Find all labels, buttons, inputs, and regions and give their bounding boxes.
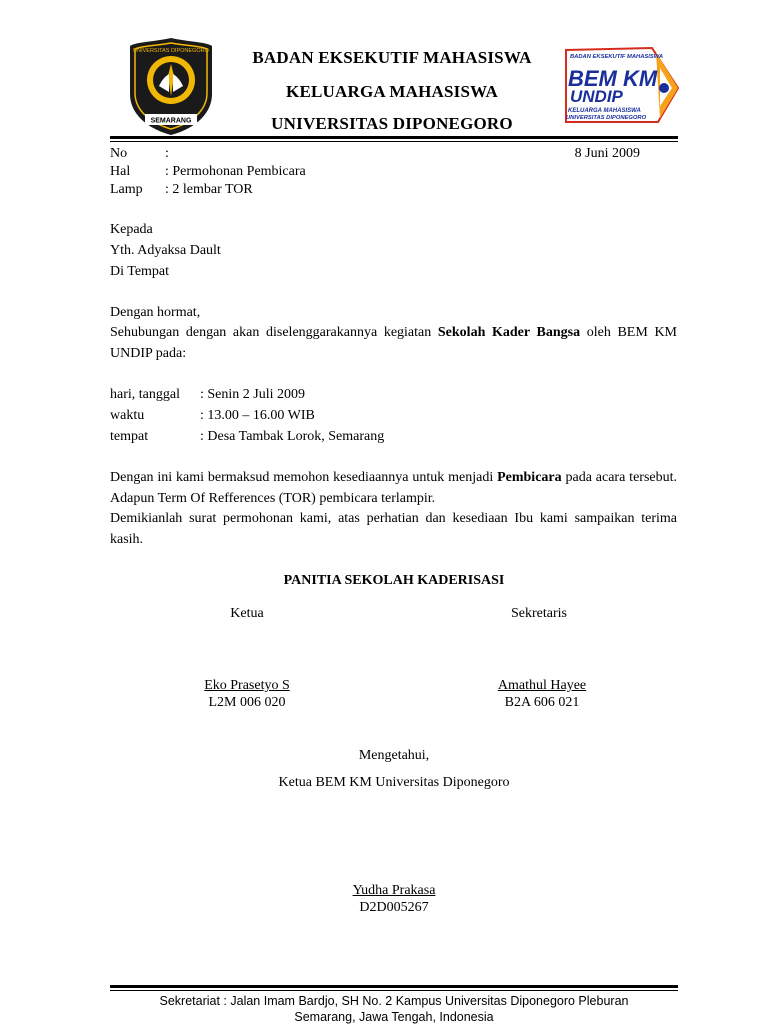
event-row [110, 427, 384, 447]
paragraph-3: Demikianlah surat permohonan kami, atas perhatian dan kesediaan Ibu kami sampaikan terima kasih. [110, 511, 677, 547]
ketua-id: L2M 006 020 [208, 695, 286, 710]
sekretaris-id: B2A 606 021 [504, 695, 580, 710]
event-row [110, 406, 315, 426]
lamp-value: : 2 lembar TOR [165, 182, 253, 197]
letter-date: 8 Juni 2009 [574, 146, 640, 161]
event-label: hari, tanggal [110, 387, 180, 402]
sekretaris-name: Amathul Hayee [497, 678, 587, 693]
paragraph-1 [110, 323, 677, 364]
chair-name: Yudha Prakasa [352, 883, 436, 898]
p2-pre: Dengan ini kami bermaksud memohon kesediaannya untuk menjadi [110, 470, 498, 485]
chair-id: D2D005267 [359, 900, 429, 915]
footer-line-1: Sekretariat : Jalan Imam Bardjo, SH No. 2 Kampus Universitas Diponegoro Pleburan [159, 994, 629, 1008]
hal-value: : Permohonan Pembicara [165, 164, 306, 179]
p2-bold: Pembicara [497, 470, 562, 485]
no-value: : [165, 146, 169, 161]
ketua-name: Eko Prasetyo S [204, 678, 290, 693]
bem-main-2: UNDIP [570, 87, 623, 106]
bem-sub-2: UNIVERSITAS DIPONEGORO [566, 115, 647, 121]
bem-sub-1: KELUARGA MAHASISWA [568, 108, 641, 114]
logo-top-text: UNIVERSITAS DIPONEGORO [133, 48, 209, 54]
meta-lamp [110, 180, 253, 200]
header-line-3: UNIVERSITAS DIPONEGORO [271, 114, 513, 133]
footer-rule-thick [110, 985, 678, 988]
footer-rule-thin [110, 990, 678, 991]
recipient-line-3: Di Tempat [110, 264, 170, 279]
logo-bottom-text: SEMARANG [150, 117, 192, 125]
committee-title: PANITIA SEKOLAH KADERISASI [283, 573, 505, 588]
event-label: waktu [110, 408, 145, 423]
meta-hal [110, 162, 306, 182]
sekretaris-title: Sekretaris [511, 606, 567, 621]
bem-top-text: BADAN EKSEKUTIF MAHASISWA [570, 54, 664, 60]
no-label: No [110, 146, 128, 161]
header-line-1: BADAN EKSEKUTIF MAHASISWA [252, 48, 532, 67]
bem-km-logo [560, 44, 682, 130]
meta-no [110, 144, 169, 164]
hal-label: Hal [110, 164, 131, 179]
paragraph-2 [110, 468, 677, 509]
event-value: : Desa Tambak Lorok, Semarang [200, 429, 385, 444]
lamp-label: Lamp [110, 182, 143, 197]
footer-address [110, 993, 678, 1025]
ketua-signature [147, 677, 347, 711]
ketua-title: Ketua [230, 606, 264, 621]
chair-signature [294, 882, 494, 916]
p1-bold: Sekolah Kader Bangsa [437, 325, 581, 340]
header-rule-thin [110, 141, 678, 142]
header-line-2: KELUARGA MAHASISWA [286, 82, 498, 101]
recipient-line-2: Yth. Adyaksa Dault [110, 243, 221, 258]
p1-post: oleh BEM KM UNDIP pada: [110, 325, 678, 361]
footer-line-2: Semarang, Jawa Tengah, Indonesia [294, 1010, 494, 1024]
greeting: Dengan hormat, [110, 305, 201, 320]
event-value: : Senin 2 Juli 2009 [200, 387, 306, 402]
event-label: tempat [110, 429, 149, 444]
sekretaris-signature [442, 677, 642, 711]
p1-pre: Sehubungan dengan akan diselenggarakannya kegiatan [110, 325, 438, 340]
chair-title: Ketua BEM KM Universitas Diponegoro [278, 775, 510, 790]
event-value: : 13.00 – 16.00 WIB [200, 408, 315, 423]
header-rule-thick [110, 136, 678, 139]
p2-post: pada acara tersebut. Adapun Term Of Refferences (TOR) pembicara terlampir. [110, 470, 677, 506]
acknowledge-label: Mengetahui, [358, 748, 430, 763]
recipient-line-1: Kepada [110, 222, 153, 237]
event-row [110, 385, 305, 405]
bem-main-1: BEM KM [568, 66, 658, 91]
